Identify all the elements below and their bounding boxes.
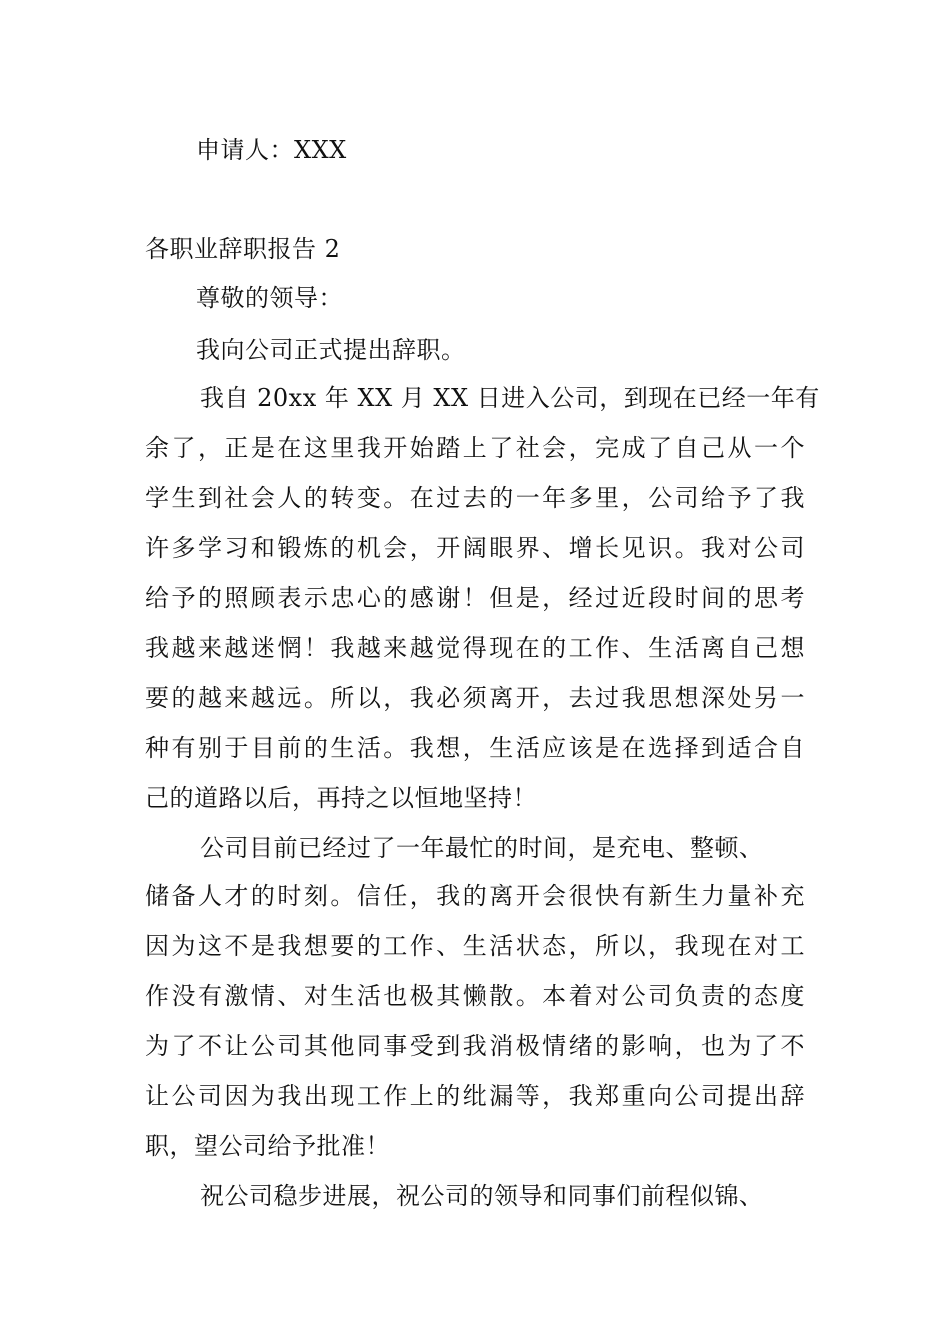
paragraph-2-line: 给予的照顾表示忠心的感谢！但是，经过近段时间的思考 [145, 584, 805, 612]
paragraph-2-line: 我越来越迷惘！我越来越觉得现在的工作、生活离自己想 [145, 634, 805, 662]
paragraph-2-line: 学生到社会人的转变。在过去的一年多里，公司给予了我 [145, 484, 805, 512]
paragraph-2-line: 我自 20xx 年 XX 月 XX 日进入公司，到现在已经一年有 [200, 384, 820, 412]
salutation: 尊敬的领导： [196, 284, 343, 312]
paragraph-3-line: 作没有激情、对生活也极其懒散。本着对公司负责的态度 [145, 982, 805, 1010]
paragraph-3-line: 公司目前已经过了一年最忙的时间，是充电、整顿、 [200, 834, 764, 862]
paragraph-3-line: 让公司因为我出现工作上的纰漏等，我郑重向公司提出辞 [145, 1082, 805, 1110]
report-title: 各职业辞职报告 2 [145, 235, 341, 263]
paragraph-2-line: 余了，正是在这里我开始踏上了社会，完成了自己从一个 [145, 434, 805, 462]
paragraph-2-line: 许多学习和锻炼的机会，开阔眼界、增长见识。我对公司 [145, 534, 805, 562]
paragraph-4-line: 祝公司稳步进展，祝公司的领导和同事们前程似锦、 [200, 1182, 764, 1210]
paragraph-2-line: 己的道路以后，再持之以恒地坚持！ [145, 784, 537, 812]
paragraph-3-line: 职，望公司给予批准！ [145, 1132, 390, 1160]
applicant-line: 申请人：XXX [196, 136, 347, 164]
paragraph-3-line: 为了不让公司其他同事受到我消极情绪的影响，也为了不 [145, 1032, 805, 1060]
paragraph-3-line: 储备人才的时刻。信任，我的离开会很快有新生力量补充 [145, 882, 805, 910]
paragraph-2-line: 要的越来越远。所以，我必须离开，去过我思想深处另一 [145, 684, 805, 712]
paragraph-2-line: 种有别于目前的生活。我想，生活应该是在选择到适合自 [145, 734, 805, 762]
paragraph-3-line: 因为这不是我想要的工作、生活状态，所以，我现在对工 [145, 932, 805, 960]
paragraph-1-line: 我向公司正式提出辞职。 [196, 336, 466, 364]
